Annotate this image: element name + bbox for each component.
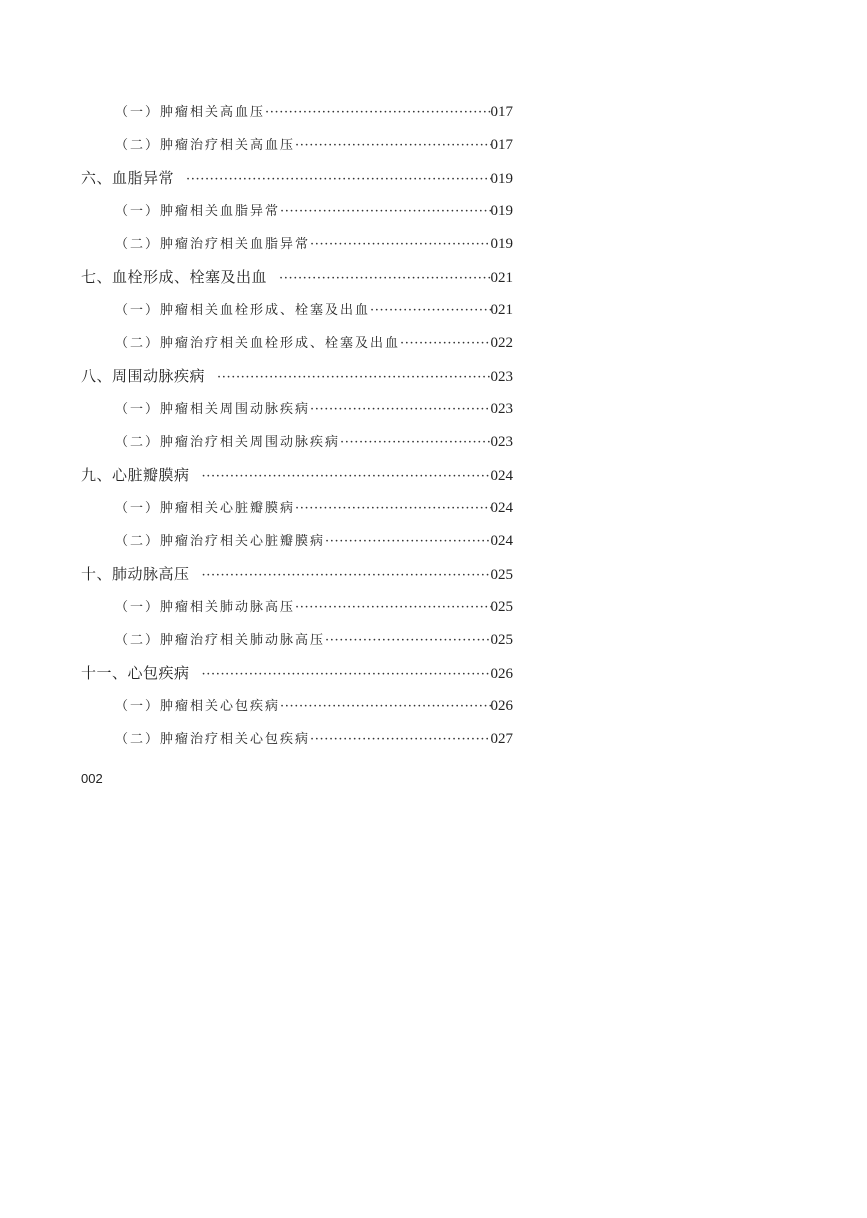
toc-entry-title: （二）肿瘤治疗相关心脏瓣膜病 (115, 534, 326, 549)
toc-entry-title: （一）肿瘤相关血栓形成、栓塞及出血 (115, 303, 371, 318)
toc-entry-page: 019 (490, 203, 513, 219)
toc-section (81, 657, 513, 690)
toc-leader-dots (370, 294, 490, 327)
toc-leader-dots (280, 690, 490, 723)
toc-entry-title: （一）肿瘤相关心脏瓣膜病 (115, 501, 296, 516)
toc-leader-dots (295, 492, 490, 525)
toc-leader-dots (265, 96, 490, 129)
toc-entry-page: 027 (490, 731, 513, 747)
toc-entry-page: 023 (490, 401, 513, 417)
toc-section-title: 八、周围动脉疾病 (81, 367, 206, 385)
toc-leader-dots (217, 361, 490, 393)
toc-entry-title: （一）肿瘤相关心包疾病 (115, 699, 281, 714)
table-of-contents (81, 96, 513, 756)
toc-entry-page: 022 (490, 335, 513, 351)
toc-leader-dots (186, 163, 490, 195)
toc-entry-title: （二）肿瘤治疗相关血栓形成、栓塞及出血 (115, 336, 401, 351)
toc-entry (81, 723, 513, 756)
toc-entry-title: （二）肿瘤治疗相关肺动脉高压 (115, 633, 326, 648)
toc-leader-dots (279, 262, 490, 294)
toc-entry-title: （一）肿瘤相关周围动脉疾病 (115, 402, 311, 417)
toc-entry (81, 426, 513, 459)
toc-entry-page: 025 (490, 599, 513, 615)
toc-leader-dots (202, 559, 491, 591)
toc-entry (81, 228, 513, 261)
toc-section-page: 019 (490, 171, 513, 187)
toc-section-page: 024 (490, 468, 513, 484)
toc-section-title: 九、心脏瓣膜病 (81, 466, 190, 484)
toc-section-page: 025 (490, 567, 513, 583)
toc-leader-dots (325, 525, 490, 558)
toc-section (81, 162, 513, 195)
toc-entry-title: （二）肿瘤治疗相关高血压 (115, 138, 296, 153)
toc-section-title: 七、血栓形成、栓塞及出血 (81, 268, 268, 286)
toc-entry (81, 294, 513, 327)
toc-leader-dots (295, 129, 490, 162)
toc-entry-page: 026 (490, 698, 513, 714)
toc-entry (81, 195, 513, 228)
toc-leader-dots (310, 228, 490, 261)
toc-section (81, 261, 513, 294)
toc-entry-page: 019 (490, 236, 513, 252)
toc-entry-page: 024 (490, 533, 513, 549)
toc-section (81, 558, 513, 591)
toc-entry-title: （一）肿瘤相关肺动脉高压 (115, 600, 296, 615)
toc-leader-dots (202, 658, 491, 690)
toc-entry (81, 591, 513, 624)
toc-section-title: 十、肺动脉高压 (81, 565, 190, 583)
toc-entry (81, 690, 513, 723)
page-number: 002 (81, 771, 103, 786)
toc-section-title: 六、血脂异常 (81, 169, 175, 187)
toc-section-page: 026 (490, 666, 513, 682)
toc-entry-title: （二）肿瘤治疗相关心包疾病 (115, 732, 311, 747)
toc-entry-page: 021 (490, 302, 513, 318)
toc-entry (81, 327, 513, 360)
toc-section-title: 十一、心包疾病 (81, 664, 190, 682)
toc-entry-title: （二）肿瘤治疗相关血脂异常 (115, 237, 311, 252)
toc-leader-dots (340, 426, 490, 459)
toc-leader-dots (280, 195, 490, 228)
toc-section (81, 459, 513, 492)
toc-entry (81, 624, 513, 657)
toc-entry (81, 492, 513, 525)
toc-entry-title: （一）肿瘤相关血脂异常 (115, 204, 281, 219)
toc-entry-page: 025 (490, 632, 513, 648)
toc-leader-dots (400, 327, 490, 360)
toc-leader-dots (310, 393, 490, 426)
toc-entry (81, 393, 513, 426)
toc-entry (81, 525, 513, 558)
toc-leader-dots (202, 460, 491, 492)
toc-section-page: 021 (490, 270, 513, 286)
toc-entry-page: 017 (490, 137, 513, 153)
toc-section-page: 023 (490, 369, 513, 385)
toc-entry (81, 129, 513, 162)
toc-entry-page: 023 (490, 434, 513, 450)
toc-leader-dots (325, 624, 490, 657)
toc-entry-title: （二）肿瘤治疗相关周围动脉疾病 (115, 435, 341, 450)
toc-leader-dots (310, 723, 490, 756)
toc-entry-page: 017 (490, 104, 513, 120)
toc-leader-dots (295, 591, 490, 624)
toc-entry-title: （一）肿瘤相关高血压 (115, 105, 266, 120)
toc-entry-page: 024 (490, 500, 513, 516)
toc-entry (81, 96, 513, 129)
toc-section (81, 360, 513, 393)
